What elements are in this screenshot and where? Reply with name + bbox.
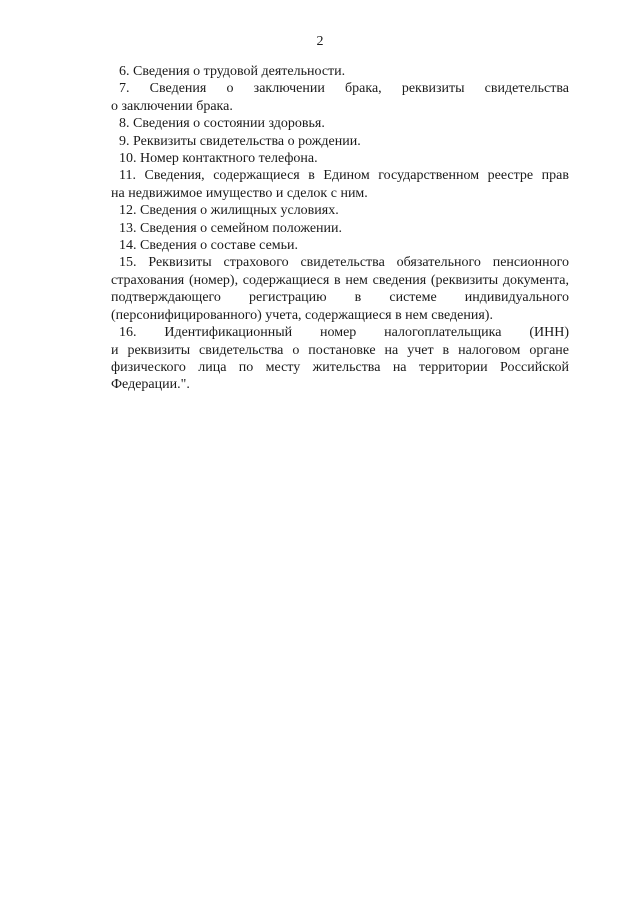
item-line: страхования (номер), содержащиеся в нем сведения (реквизиты документа, [111,272,569,288]
list-item [111,80,569,115]
list-item [111,254,569,324]
list-item [111,167,569,202]
list-item [111,220,569,237]
list-item [111,237,569,254]
item-line: 6. Сведения о трудовой деятельности. [119,64,346,79]
item-line: физического лица по месту жительства на территории Российской [111,359,569,375]
item-line: 16. Идентификационный номер налогоплательщика (ИНН) [119,325,569,341]
list-item [111,63,569,80]
item-line: Федерации.". [111,377,190,393]
list-item [111,133,569,150]
item-line: 13. Сведения о семейном положении. [119,220,343,236]
page-number: 2 [316,34,324,49]
item-line: и реквизиты свидетельства о постановке на учет в налоговом органе [111,342,569,358]
item-line: на недвижимое имущество и сделок с ним. [111,185,368,201]
list-item [111,202,569,219]
document-body [111,63,569,394]
item-line: 8. Сведения о состоянии здоровья. [119,116,325,132]
item-line: 7. Сведения о заключении брака, реквизиты свидетельства [119,81,569,97]
item-line: подтверждающего регистрацию в системе индивидуального [111,290,569,306]
list-item [111,150,569,167]
item-line: 15. Реквизиты страхового свидетельства обязательного пенсионного [119,255,569,271]
item-line: 14. Сведения о составе семьи. [119,238,299,254]
item-line: 10. Номер контактного телефона. [119,151,318,167]
item-line: 12. Сведения о жилищных условиях. [119,203,339,219]
item-line: о заключении брака. [111,98,233,114]
item-line: (персонифицированного) учета, содержащиеся в нем сведения). [111,307,493,323]
list-item [111,324,569,394]
list-item [111,115,569,132]
item-line: 9. Реквизиты свидетельства о рождении. [119,133,361,149]
item-line: 11. Сведения, содержащиеся в Едином государственном реестре прав [119,168,569,184]
